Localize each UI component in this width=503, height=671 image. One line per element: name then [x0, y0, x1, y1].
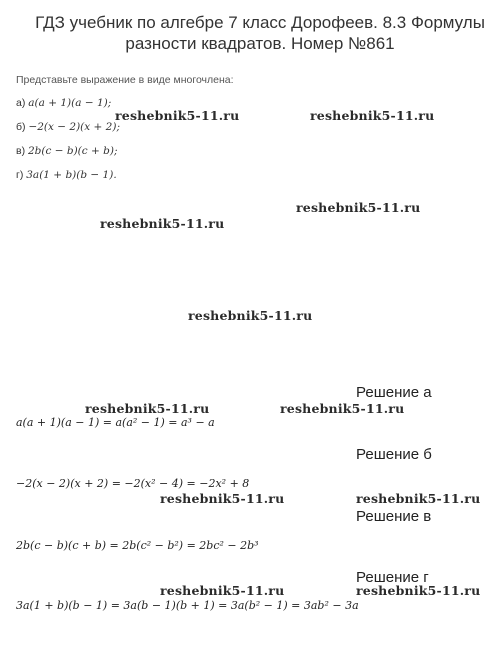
watermark: reshebnik5-11.ru [160, 491, 285, 506]
watermark: reshebnik5-11.ru [85, 401, 210, 416]
solution-heading-v: Решение в [356, 508, 432, 525]
watermark: reshebnik5-11.ru [160, 583, 285, 598]
watermark: reshebnik5-11.ru [356, 491, 481, 506]
task-item-expr: 2b(c − b)(c + b); [28, 145, 118, 157]
task-item-label: а) [16, 97, 26, 109]
task-item-g [16, 169, 117, 181]
task-item-a [16, 97, 111, 109]
solution-equation-g: 3a(1 + b)(b − 1) = 3a(b − 1)(b + 1) = 3a(b² − 1) = 3ab² − 3a [16, 599, 359, 612]
task-prompt: Представьте выражение в виде многочлена: [16, 74, 234, 86]
watermark: reshebnik5-11.ru [100, 216, 225, 231]
task-item-label: б) [16, 121, 26, 133]
solution-equation-v: 2b(c − b)(c + b) = 2b(c² − b²) = 2bc² − 2b³ [16, 539, 259, 552]
task-item-label: в) [16, 145, 26, 157]
watermark: reshebnik5-11.ru [188, 308, 313, 323]
task-item-v [16, 145, 117, 157]
task-item-label: г) [16, 169, 24, 181]
solution-heading-b: Решение б [356, 446, 432, 463]
page-title: ГДЗ учебник по алгебре 7 класс Дорофеев. 8.3 Формулы разности квадратов. Номер №861 [35, 13, 485, 53]
task-item-expr: a(a + 1)(a − 1); [28, 97, 112, 109]
watermark: reshebnik5-11.ru [296, 200, 421, 215]
task-item-expr: −2(x − 2)(x + 2); [28, 121, 120, 133]
solution-equation-a: a(a + 1)(a − 1) = a(a² − 1) = a³ − a [16, 416, 215, 429]
watermark: reshebnik5-11.ru [280, 401, 405, 416]
task-item-expr: 3a(1 + b)(b − 1). [26, 169, 117, 181]
task-item-b [16, 121, 120, 133]
watermark: reshebnik5-11.ru [310, 108, 435, 123]
solution-heading-g: Решение г [356, 569, 429, 586]
solution-equation-b: −2(x − 2)(x + 2) = −2(x² − 4) = −2x² + 8 [16, 477, 250, 490]
solution-heading-a: Решение а [356, 384, 432, 401]
watermark: reshebnik5-11.ru [356, 583, 481, 598]
watermark: reshebnik5-11.ru [115, 108, 240, 123]
